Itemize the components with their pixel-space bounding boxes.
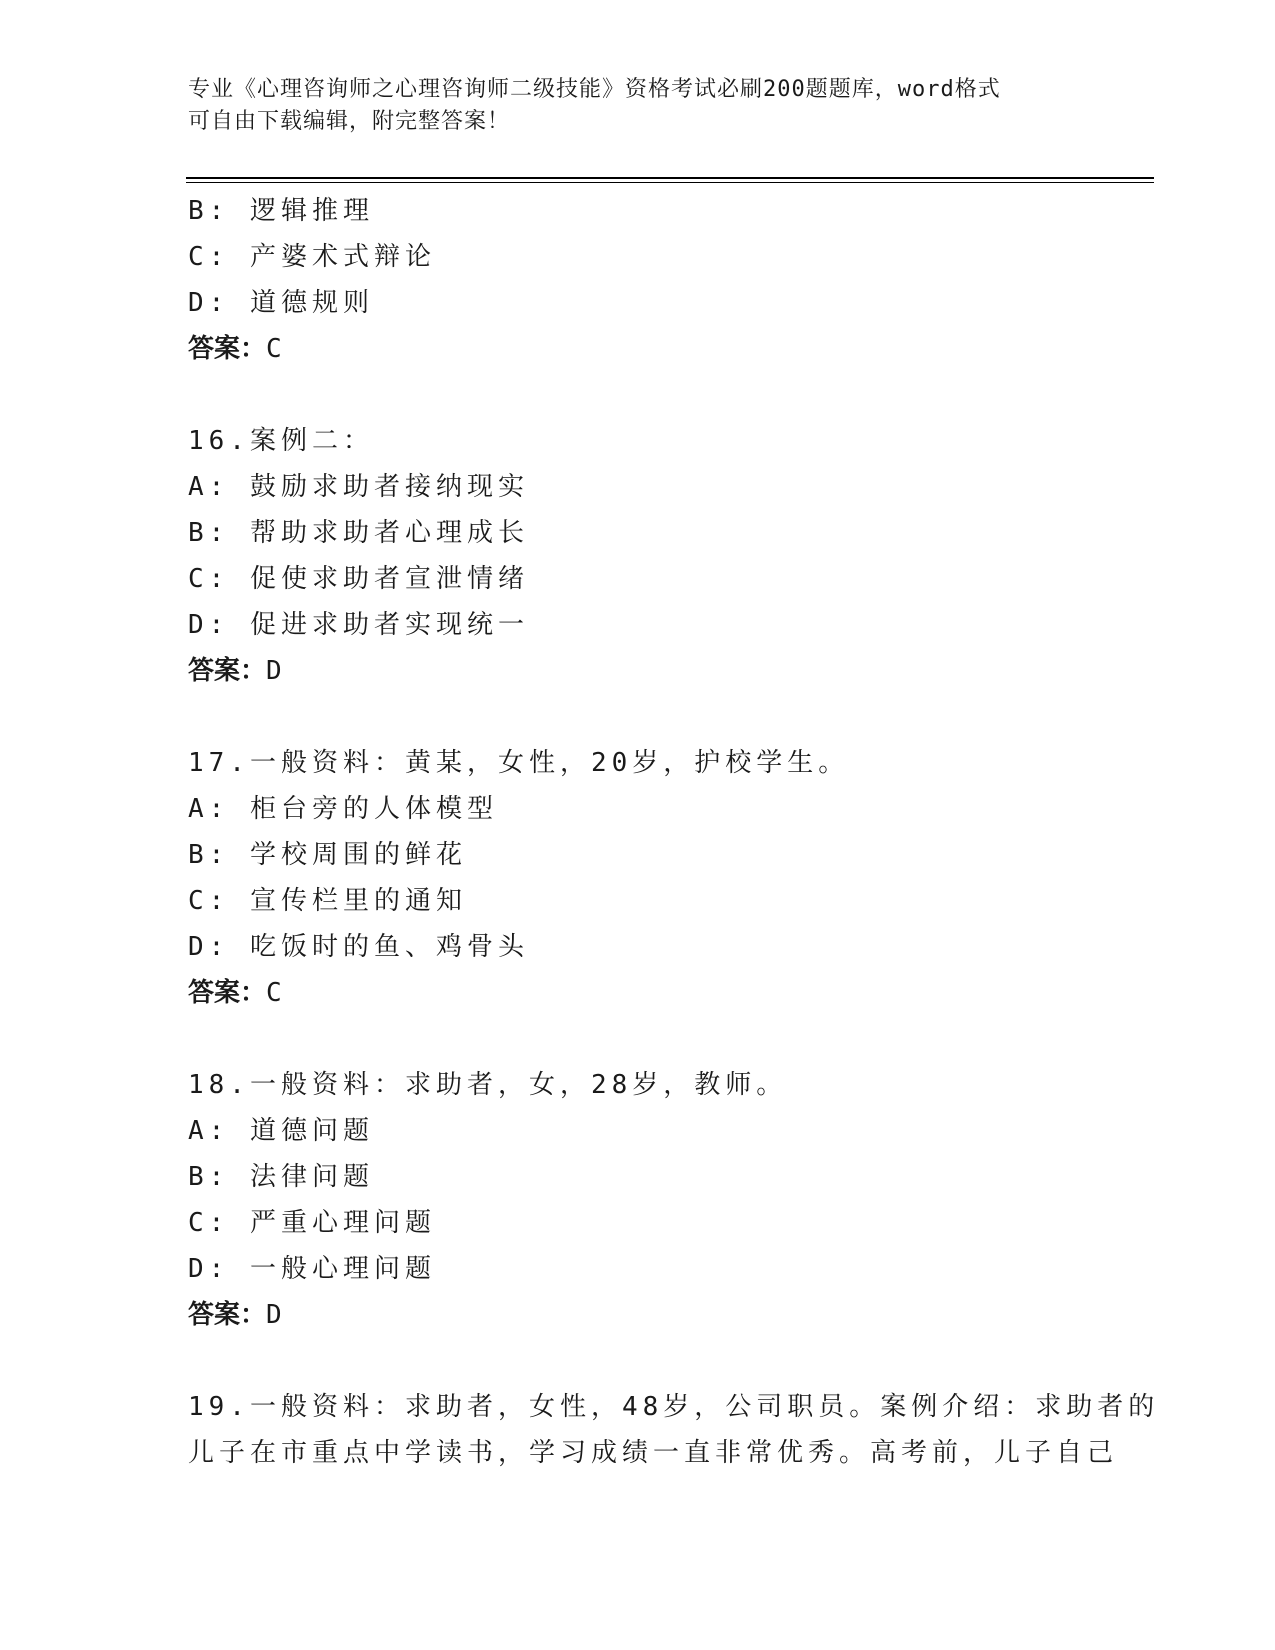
option-c: C: 严重心理问题: [188, 1208, 436, 1238]
option-d: D: 吃饭时的鱼、鸡骨头: [188, 932, 529, 962]
option-d: D: 道德规则: [188, 288, 374, 318]
question-block-continued: [188, 188, 1108, 372]
header-divider-thin: [186, 182, 1154, 183]
answer-label: 答案：: [188, 656, 267, 686]
option-a: A: 道德问题: [188, 1116, 374, 1146]
answer-line: [188, 648, 1108, 694]
question-block-16: [188, 418, 1108, 694]
header-line-1: 专业《心理咨询师之心理咨询师二级技能》资格考试必刷200题题库，word格式: [188, 77, 1001, 102]
header-line-2: 可自由下载编辑，附完整答案！: [188, 109, 511, 134]
question-stem-line-1: 19.一般资料：求助者，女性，48岁，公司职员。案例介绍：求助者的: [188, 1392, 1160, 1422]
option-c: C: 产婆术式辩论: [188, 242, 436, 272]
answer-label: 答案：: [188, 978, 267, 1008]
answer-value: D: [266, 1300, 282, 1330]
question-block-18: [188, 1062, 1108, 1338]
answer-line: [188, 326, 1108, 372]
option-b: B: 法律问题: [188, 1162, 374, 1192]
question-block-19: [188, 1384, 1160, 1476]
question-list: [188, 188, 1160, 1476]
document-header: [188, 74, 1088, 138]
question-block-17: [188, 740, 1108, 1016]
option-b: B: 学校周围的鲜花: [188, 840, 467, 870]
option-a: A: 柜台旁的人体模型: [188, 794, 498, 824]
header-divider: [186, 177, 1154, 179]
answer-value: D: [266, 656, 282, 686]
answer-line: [188, 1292, 1108, 1338]
question-stem: 16.案例二：: [188, 426, 374, 456]
option-c: C: 促使求助者宣泄情绪: [188, 564, 529, 594]
answer-line: [188, 970, 1108, 1016]
question-stem-line-2: 儿子在市重点中学读书，学习成绩一直非常优秀。高考前，儿子自己: [188, 1438, 1119, 1468]
answer-label: 答案：: [188, 1300, 267, 1330]
option-b: B: 逻辑推理: [188, 196, 374, 226]
option-d: D: 促进求助者实现统一: [188, 610, 529, 640]
option-b: B: 帮助求助者心理成长: [188, 518, 529, 548]
answer-value: C: [266, 978, 282, 1008]
answer-label: 答案：: [188, 334, 267, 364]
question-stem: 18.一般资料：求助者，女，28岁，教师。: [188, 1070, 788, 1100]
question-stem: 17.一般资料：黄某，女性，20岁，护校学生。: [188, 748, 850, 778]
option-c: C: 宣传栏里的通知: [188, 886, 467, 916]
option-a: A: 鼓励求助者接纳现实: [188, 472, 529, 502]
option-d: D: 一般心理问题: [188, 1254, 436, 1284]
answer-value: C: [266, 334, 282, 364]
